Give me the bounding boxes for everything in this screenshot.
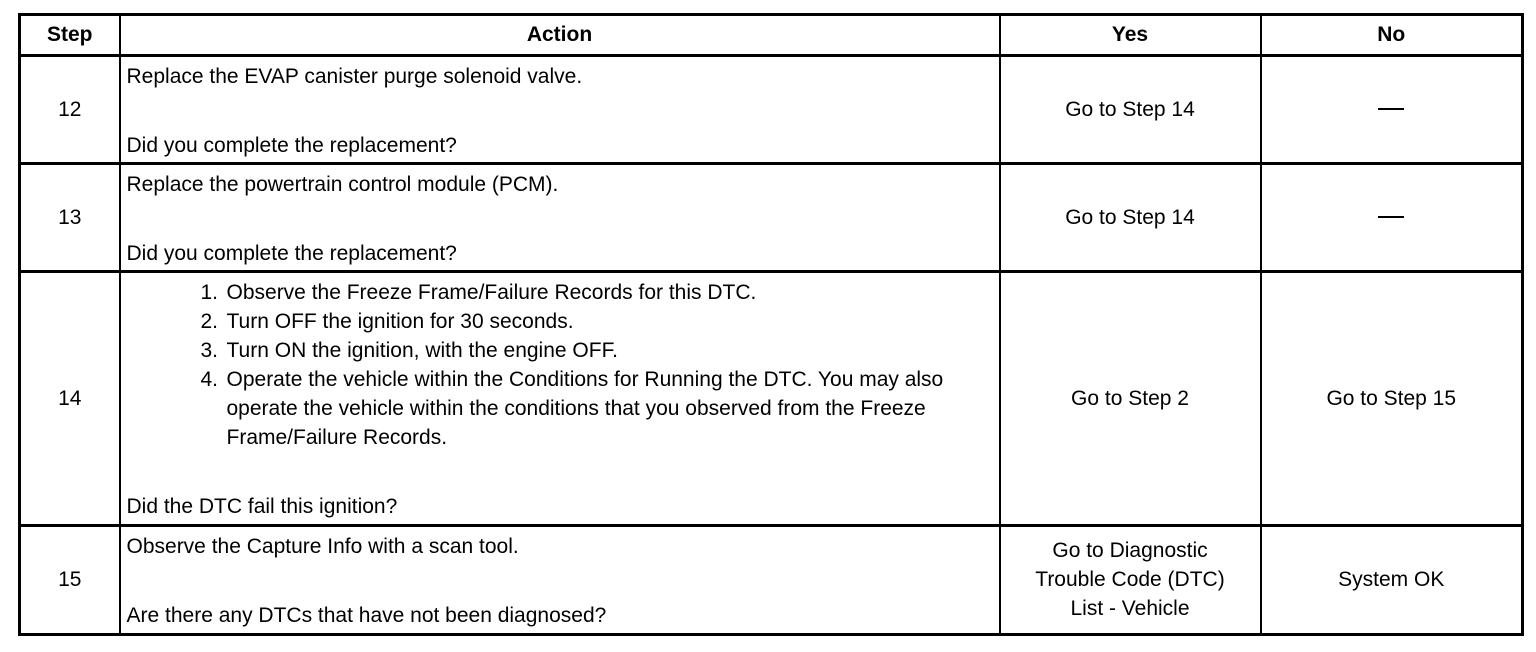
- table-row: [20, 525, 1523, 634]
- action-text: Replace the EVAP canister purge solenoid valve.: [126, 64, 583, 88]
- header-yes: Yes: [1000, 15, 1261, 56]
- list-item-number: 2.: [200, 310, 219, 334]
- yes-result: Go to Step 14: [1000, 164, 1261, 272]
- list-item-number: 4.: [200, 368, 219, 392]
- list-item: [127, 336, 993, 365]
- action-question: Did the DTC fail this ignition?: [126, 495, 398, 519]
- action-cell: [120, 164, 1000, 272]
- list-item: [127, 307, 993, 336]
- yes-result: [1000, 525, 1261, 634]
- table-row: [20, 56, 1523, 164]
- action-cell: [120, 525, 1000, 634]
- table-header: [20, 15, 1523, 56]
- step-number: 12: [20, 56, 120, 164]
- step-number: 14: [20, 272, 120, 525]
- header-no: No: [1261, 15, 1523, 56]
- step-number: 15: [20, 525, 120, 634]
- list-item-text: Operate the vehicle within the Conditions for Running the DTC. You may also operate the vehicle within the conditions that you observed from the Freeze Frame/Failure Records.: [226, 368, 944, 450]
- action-question: Did you complete the replacement?: [126, 241, 457, 265]
- yes-result-line: Trouble Code (DTC): [1035, 568, 1225, 592]
- list-item-number: 1.: [200, 281, 219, 305]
- action-question: Did you complete the replacement?: [126, 133, 457, 157]
- table-row: [20, 164, 1523, 272]
- action-question: Are there any DTCs that have not been diagnosed?: [126, 603, 607, 627]
- list-item-text: Turn ON the ignition, with the engine OFF.: [226, 339, 618, 363]
- action-text: Observe the Capture Info with a scan tool.: [126, 534, 519, 558]
- procedure-list: [127, 278, 993, 452]
- dash-mark: [1378, 108, 1404, 110]
- list-item-text: Turn OFF the ignition for 30 seconds.: [226, 310, 574, 334]
- no-result: [1261, 164, 1523, 272]
- list-item: [127, 278, 993, 307]
- yes-result-line: Go to Diagnostic: [1052, 539, 1208, 563]
- step-number: 13: [20, 164, 120, 272]
- no-result: Go to Step 15: [1261, 272, 1523, 525]
- yes-result-line: List - Vehicle: [1070, 597, 1190, 621]
- dash-mark: [1378, 216, 1404, 218]
- list-item: [127, 365, 993, 452]
- no-result: [1261, 56, 1523, 164]
- table-row: [20, 272, 1523, 525]
- header-step: Step: [20, 15, 120, 56]
- action-cell: [120, 56, 1000, 164]
- diagnostic-table: [18, 13, 1524, 636]
- action-text: Replace the powertrain control module (PCM).: [126, 172, 559, 196]
- yes-result: Go to Step 14: [1000, 56, 1261, 164]
- yes-result: Go to Step 2: [1000, 272, 1261, 525]
- list-item-number: 3.: [200, 339, 219, 363]
- header-action: Action: [120, 15, 1000, 56]
- no-result: System OK: [1261, 525, 1523, 634]
- list-item-text: Observe the Freeze Frame/Failure Records for this DTC.: [226, 281, 757, 305]
- action-cell: [120, 272, 1000, 525]
